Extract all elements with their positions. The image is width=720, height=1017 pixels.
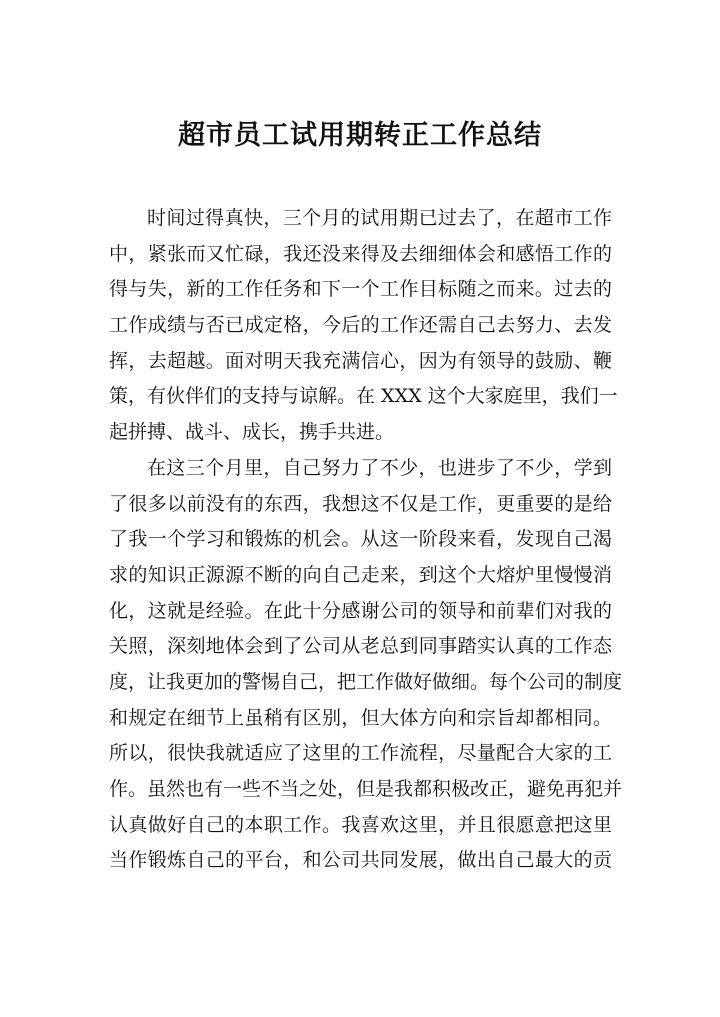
paragraph-line: 度，让我更加的警惕自己，把工作做好做细。每个公司的制度 [109, 670, 623, 693]
paragraph-line: 中，紧张而又忙碌，我还没来得及去细细体会和感悟工作的 [109, 242, 612, 265]
paragraph-line: 时间过得真快，三个月的试用期已过去了，在超市工作 [147, 207, 612, 229]
paragraph-line: 挥，去超越。面对明天我充满信心，因为有领导的鼓励、鞭 [109, 349, 612, 372]
paragraph-line: 认真做好自己的本职工作。我喜欢这里，并且很愿意把这里 [109, 813, 612, 836]
paragraph-line: 得与失，新的工作任务和下一个工作目标随之而来。过去的 [109, 278, 612, 301]
paragraph-1 [109, 201, 618, 451]
paragraph-2 [109, 451, 623, 879]
paragraph-line: 在这三个月里，自己努力了不少，也进步了不少，学到 [147, 456, 612, 479]
paragraph-line: 起拼搏、战斗、成长，携手共进。 [109, 421, 395, 444]
paragraph-line: 化，这就是经验。在此十分感谢公司的领导和前辈们对我的 [109, 599, 612, 622]
paragraph-line: 和规定在细节上虽稍有区别，但大体方向和宗旨却都相同。 [109, 706, 612, 729]
paragraph-line: 工作成绩与否已成定格，今后的工作还需自己去努力、去发 [109, 314, 612, 337]
paragraph-line: 作。虽然也有一些不当之处，但是我都积极改正，避免再犯并 [109, 778, 623, 800]
paragraph-line: 了我一个学习和锻炼的机会。从这一阶段来看，发现自己渴 [109, 528, 612, 551]
paragraph-line: 当作锻炼自己的平台，和公司共同发展，做出自己最大的贡 [109, 849, 612, 872]
paragraph-line: 策，有伙伴们的支持与谅解。在 XXX 这个大家庭里，我们一 [109, 385, 618, 408]
paragraph-line: 求的知识正源源不断的向自己走来，到这个大熔炉里慢慢消 [109, 563, 612, 586]
paragraph-line: 关照，深刻地体会到了公司从老总到同事踏实认真的工作态 [109, 635, 612, 658]
document-body [109, 201, 623, 879]
paragraph-line: 所以，很快我就适应了这里的工作流程，尽量配合大家的工 [109, 742, 612, 765]
paragraph-line: 了很多以前没有的东西，我想这不仅是工作，更重要的是给 [109, 492, 612, 515]
document-title: 超市员工试用期转正工作总结 [178, 120, 542, 151]
